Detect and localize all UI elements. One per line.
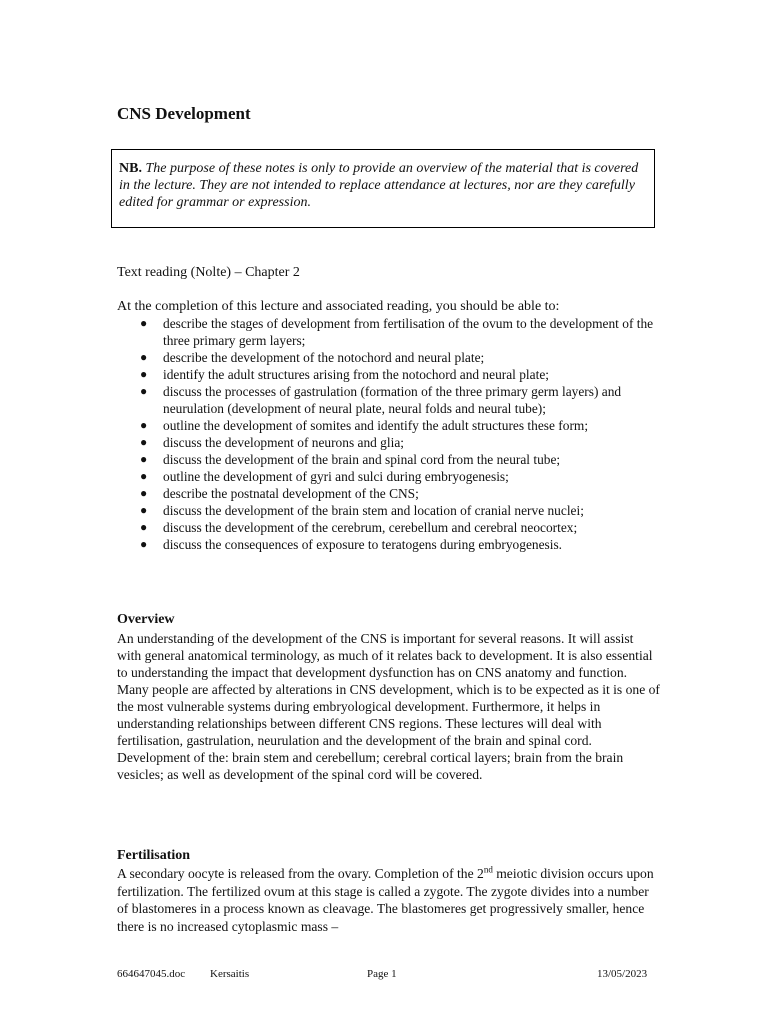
bullet-icon: ● (140, 486, 148, 500)
bullet-icon: ● (140, 452, 148, 466)
ordinal-superscript: nd (483, 864, 493, 875)
footer-page-number: Page 1 (367, 968, 397, 980)
objectives-intro: At the completion of this lecture and associated reading, you should be able to: (117, 299, 560, 314)
bullet-icon: ● (140, 418, 148, 432)
list-item: ● discuss the development of the brain stem and location of cranial nerve nuclei; (140, 503, 584, 518)
fertilisation-paragraph: A secondary oocyte is released from the ovary. Completion of the 2nd meiotic division occurs upon fertilization. The fertilized ovum at this stage is called a zygote. The zygote divides into a number of blastomeres in a process known as cleavage. The blastomeres get progressively smaller, hence there is no increased cytoplasmic mass – (117, 864, 654, 934)
bullet-icon: ● (140, 520, 148, 534)
bullet-icon: ● (140, 435, 148, 449)
list-item: ● discuss the consequences of exposure to teratogens during embryogenesis. (140, 537, 563, 552)
bullet-icon: ● (140, 537, 148, 551)
bullet-icon: ● (140, 316, 148, 330)
bullet-icon: ● (140, 503, 148, 517)
list-item: ● outline the development of somites and identify the adult structures these form; (140, 418, 589, 433)
list-item: ● outline the development of gyri and sulci during embryogenesis; (140, 469, 509, 484)
objectives-list (117, 315, 657, 553)
bullet-icon: ● (140, 350, 148, 364)
list-item: ● describe the stages of development from fertilisation of the ovum to the development of the three primary germ layers; (140, 316, 654, 348)
list-item: ● describe the development of the notochord and neural plate; (140, 350, 485, 365)
footer-filename: 664647045.doc (117, 968, 186, 980)
overview-paragraph: An understanding of the development of the CNS is important for several reasons. It will assist with general anatomical terminology, as much of it relates back to development. It is also essential to understanding the impact that development dysfunction has on CNS anatomy and function. Many people are affected by alterations in CNS development, which is to be expected as it is one of the most vulnerable systems during embryological development. Furthermore, it helps in understanding relationships between different CNS regions. These lectures will deal with fertilisation, gastrulation, neurulation and the development of the brain and spinal cord. Development of the: brain stem and cerebellum; cerebral cortical layers; brain from the brain vesicles; as well as development of the spinal cord will be covered. (117, 631, 660, 782)
disclaimer-box (111, 149, 655, 228)
document-title: CNS Development (117, 104, 251, 123)
list-item: ● discuss the development of the brain and spinal cord from the neural tube; (140, 452, 561, 467)
overview-heading: Overview (117, 612, 175, 627)
text-reading: Text reading (Nolte) – Chapter 2 (117, 265, 300, 280)
bullet-icon: ● (140, 469, 148, 483)
list-item: ● discuss the processes of gastrulation (formation of the three primary germ layers) and neurulation (development of neural plate, neural folds and neural tube); (140, 384, 622, 416)
disclaimer-text: The purpose of these notes is only to provide an overview of the material that is covered in the lecture. They are not intended to replace attendance at lectures, nor are they carefully edited for grammar or expression. (119, 161, 639, 210)
list-item: ● discuss the development of the cerebrum, cerebellum and cerebral neocortex; (140, 520, 578, 535)
list-item: ● describe the postnatal development of the CNS; (140, 486, 419, 501)
disclaimer-label: NB. (119, 161, 142, 176)
bullet-icon: ● (140, 384, 148, 398)
list-item: ● discuss the development of neurons and glia; (140, 435, 404, 450)
footer-date: 13/05/2023 (597, 968, 648, 980)
footer-author: Kersaitis (210, 968, 250, 980)
fertilisation-heading: Fertilisation (117, 848, 191, 863)
bullet-icon: ● (140, 367, 148, 381)
list-item: ● identify the adult structures arising from the notochord and neural plate; (140, 367, 549, 382)
